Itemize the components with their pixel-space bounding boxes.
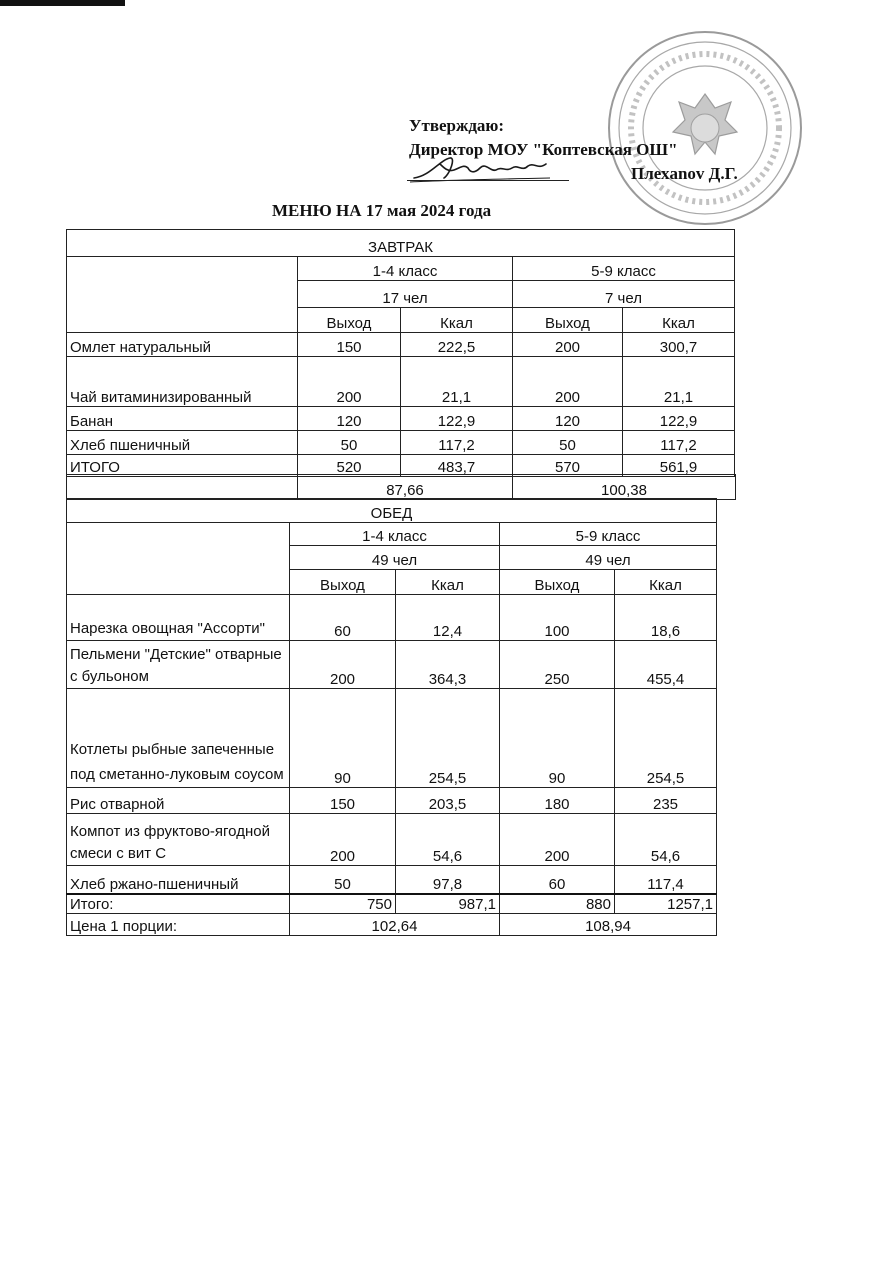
total-kcal: 561,9 xyxy=(623,455,735,477)
breakfast-price-table xyxy=(66,474,736,500)
lunch-total-row xyxy=(67,894,717,914)
breakfast-col-kcal-a: Ккал xyxy=(401,308,513,333)
kcal-value: 117,4 xyxy=(615,866,717,894)
dish-name: Нарезка овощная "Ассорти" xyxy=(67,595,290,641)
total-label: ИТОГО xyxy=(67,455,298,477)
output-value: 90 xyxy=(290,689,396,788)
output-value: 200 xyxy=(513,357,623,407)
kcal-value: 21,1 xyxy=(401,357,513,407)
output-value: 50 xyxy=(290,866,396,894)
kcal-value: 254,5 xyxy=(615,689,717,788)
breakfast-group-a-count: 17 чел xyxy=(298,281,513,308)
dish-name: Компот из фруктово-ягодной смеси с вит С xyxy=(67,814,290,866)
breakfast-group-a-label: 1-4 класс xyxy=(298,257,513,281)
table-row xyxy=(67,407,735,431)
lunch-group-a-label: 1-4 класс xyxy=(290,523,500,546)
kcal-value: 117,2 xyxy=(401,431,513,455)
output-value: 200 xyxy=(500,814,615,866)
dish-name: Хлеб ржано-пшеничный xyxy=(67,866,290,894)
kcal-value: 203,5 xyxy=(396,788,500,814)
table-row xyxy=(67,431,735,455)
table-row xyxy=(67,595,717,641)
school-seal-stamp xyxy=(605,28,805,228)
total-output: 570 xyxy=(513,455,623,477)
lunch-price-row xyxy=(67,914,717,936)
total-label: Итого: xyxy=(67,894,290,914)
table-row xyxy=(67,357,735,407)
output-value: 200 xyxy=(513,333,623,357)
breakfast-table xyxy=(66,229,735,477)
lunch-col-kcal-a: Ккал xyxy=(396,570,500,595)
lunch-group-b-label: 5-9 класс xyxy=(500,523,717,546)
menu-title: МЕНЮ НА 17 мая 2024 года xyxy=(272,201,492,220)
table-row xyxy=(67,866,717,894)
output-value: 100 xyxy=(500,595,615,641)
kcal-value: 122,9 xyxy=(401,407,513,431)
breakfast-price-a: 87,66 xyxy=(298,475,513,500)
output-value: 50 xyxy=(298,431,401,455)
dish-name: Омлет натуральный xyxy=(67,333,298,357)
table-row xyxy=(67,641,717,689)
table-row xyxy=(67,788,717,814)
dish-name: Чай витаминизированный xyxy=(67,357,298,407)
lunch-heading: ОБЕД xyxy=(67,499,717,523)
output-value: 60 xyxy=(500,866,615,894)
total-kcal: 1257,1 xyxy=(615,894,717,914)
lunch-group-b-count: 49 чел xyxy=(500,546,717,570)
breakfast-col-kcal-b: Ккал xyxy=(623,308,735,333)
total-output: 750 xyxy=(290,894,396,914)
lunch-table xyxy=(66,498,717,936)
table-row xyxy=(67,333,735,357)
dish-name: Банан xyxy=(67,407,298,431)
lunch-empty-header xyxy=(67,523,290,595)
kcal-value: 222,5 xyxy=(401,333,513,357)
breakfast-group-b-label: 5-9 класс xyxy=(513,257,735,281)
dish-name: Рис отварной xyxy=(67,788,290,814)
signature-line xyxy=(407,180,569,181)
kcal-value: 21,1 xyxy=(623,357,735,407)
breakfast-heading: ЗАВТРАК xyxy=(67,230,735,257)
lunch-col-kcal-b: Ккал xyxy=(615,570,717,595)
kcal-value: 300,7 xyxy=(623,333,735,357)
breakfast-price-empty xyxy=(67,475,298,500)
approval-director-name: Плехanov Д.Г. xyxy=(631,164,738,183)
total-output: 880 xyxy=(500,894,615,914)
breakfast-price-b: 100,38 xyxy=(513,475,736,500)
kcal-value: 97,8 xyxy=(396,866,500,894)
output-value: 180 xyxy=(500,788,615,814)
output-value: 90 xyxy=(500,689,615,788)
lunch-group-a-count: 49 чел xyxy=(290,546,500,570)
output-value: 150 xyxy=(298,333,401,357)
breakfast-group-b-count: 7 чел xyxy=(513,281,735,308)
output-value: 50 xyxy=(513,431,623,455)
output-value: 120 xyxy=(513,407,623,431)
kcal-value: 117,2 xyxy=(623,431,735,455)
breakfast-empty-header xyxy=(67,257,298,333)
breakfast-col-output-a: Выход xyxy=(298,308,401,333)
output-value: 250 xyxy=(500,641,615,689)
kcal-value: 54,6 xyxy=(396,814,500,866)
dish-name: Пельмени "Детские" отварные с бульоном xyxy=(67,641,290,689)
output-value: 60 xyxy=(290,595,396,641)
total-kcal: 483,7 xyxy=(401,455,513,477)
breakfast-col-output-b: Выход xyxy=(513,308,623,333)
kcal-value: 54,6 xyxy=(615,814,717,866)
kcal-value: 12,4 xyxy=(396,595,500,641)
approval-heading: Утверждаю: xyxy=(409,116,505,135)
kcal-value: 18,6 xyxy=(615,595,717,641)
output-value: 120 xyxy=(298,407,401,431)
table-row xyxy=(67,814,717,866)
kcal-value: 364,3 xyxy=(396,641,500,689)
output-value: 200 xyxy=(298,357,401,407)
kcal-value: 455,4 xyxy=(615,641,717,689)
lunch-col-output-b: Выход xyxy=(500,570,615,595)
output-value: 150 xyxy=(290,788,396,814)
scan-edge-mark xyxy=(0,0,125,6)
output-value: 200 xyxy=(290,641,396,689)
kcal-value: 122,9 xyxy=(623,407,735,431)
lunch-price-a: 102,64 xyxy=(290,914,500,936)
dish-name: Хлеб пшеничный xyxy=(67,431,298,455)
kcal-value: 235 xyxy=(615,788,717,814)
approval-position: Директор МОУ "Коптевская ОШ" xyxy=(409,140,678,159)
lunch-col-output-a: Выход xyxy=(290,570,396,595)
dish-name: Котлеты рыбные запеченные под сметанно-луковым соусом xyxy=(67,689,290,788)
table-row xyxy=(67,689,717,788)
price-label: Цена 1 порции: xyxy=(67,914,290,936)
total-output: 520 xyxy=(298,455,401,477)
total-kcal: 987,1 xyxy=(396,894,500,914)
kcal-value: 254,5 xyxy=(396,689,500,788)
output-value: 200 xyxy=(290,814,396,866)
lunch-price-b: 108,94 xyxy=(500,914,717,936)
